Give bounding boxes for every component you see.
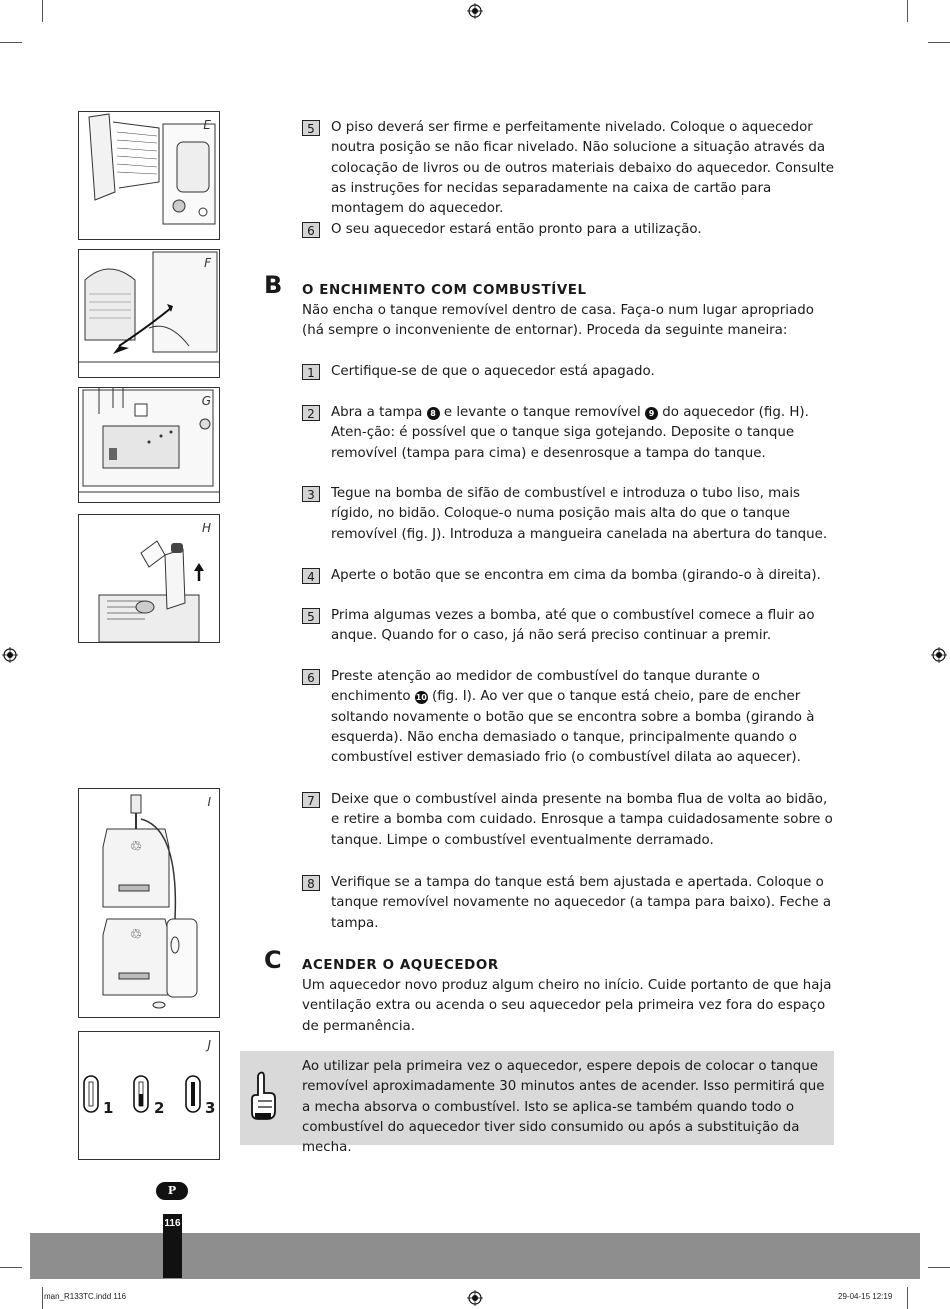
figure-letter: I	[207, 795, 211, 809]
figure-letter: F	[204, 256, 211, 270]
svg-text:♲: ♲	[129, 927, 143, 943]
section-intro: Não encha o tanque removível dentro de casa. Faça-o num lugar apropriado (há sempre o inconveniente de entornar). Proceda da seguinte maneira:	[302, 303, 814, 339]
file-slug: man_R133TC.indd 116	[44, 1292, 127, 1301]
step-number: 8	[302, 875, 320, 891]
figure-e	[78, 111, 220, 240]
step-text: Verifique se a tampa do tanque está bem ajustada e apertada. Coloque o tanque removível novamente no aquecedor (a tampa para baixo). Feche a tampa.	[331, 875, 832, 931]
heater-door-illustration	[79, 112, 219, 239]
step-text: Aperte o botão que se encontra em cima da bomba (girando-o à direita).	[331, 568, 821, 583]
step-text: O piso deverá ser firme e perfeitamente nivelado. Coloque o aquecedor noutra posição se não ficar nivelado. Não solucione a situação através da colocação de livros ou de outros materiais debaixo do aquecedor. Consulte as instruções for necidas separadamente na caixa de cartão para montagem do aquecedor.	[331, 120, 834, 217]
crop-mark	[928, 42, 950, 43]
registration-mark-icon	[467, 1290, 483, 1306]
pump-and-canister-illustration	[79, 789, 219, 1017]
page-number: 116	[164, 1218, 181, 1229]
figure-j	[78, 1031, 220, 1160]
step-item	[302, 403, 834, 464]
figure-i	[78, 788, 220, 1018]
step-item	[302, 606, 834, 647]
crop-mark	[42, 1287, 43, 1309]
gauge-label: 2	[154, 1099, 165, 1117]
figure-h	[78, 514, 220, 643]
crop-mark	[0, 42, 22, 43]
crop-mark	[928, 1267, 950, 1268]
step-item	[302, 667, 834, 768]
crop-mark	[907, 1287, 908, 1309]
step-number: 3	[302, 486, 320, 502]
step-number: 1	[302, 364, 320, 380]
step-item	[302, 118, 834, 219]
step-text: Tegue na bomba de sifão de combustível e introduza o tubo liso, mais rígido, no bidão. Coloque-o numa posição mais alta do que o tanque removível (fig. J). Introduza a mangueira canelada na abertura do tanque.	[331, 486, 828, 542]
pointing-hand-icon	[248, 1071, 278, 1121]
crop-mark	[907, 0, 908, 22]
gauge-label: 1	[103, 1099, 114, 1117]
figure-letter: H	[201, 521, 211, 535]
registration-mark-icon	[467, 3, 483, 19]
step-item	[302, 873, 834, 934]
figure-f	[78, 249, 220, 378]
note-box	[240, 1051, 834, 1156]
section-letter: B	[264, 271, 283, 299]
step-number: 5	[302, 120, 320, 136]
step-number: 4	[302, 568, 320, 584]
step-text: Certifique-se de que o aquecedor está apagado.	[331, 364, 655, 379]
step-text-part: e levante o tanque removível	[439, 405, 645, 420]
section-letter: C	[264, 946, 282, 974]
fuel-gauge-illustration	[79, 1032, 219, 1159]
step-text-part: (fig. I). Ao ver que o tanque está cheio, pare de encher soltando novamente o botão que se encontra sobre a bomba (girando à esquerda). Não encha demasiado o tanque, principalmente quando o combustível estiver demasiado frio (o combustível dilata ao aquecer).	[331, 689, 815, 766]
step-text-part: do aquecedor (fig. H). Aten-ção: é possível que o tanque siga gotejando. Deposite o tanque removível (tampa para cima) e desenrosque a tampa do tanque.	[331, 405, 809, 461]
step-number: 2	[302, 405, 320, 421]
step-text	[331, 403, 834, 464]
part-number-badge: 9	[645, 407, 658, 420]
step-text: O seu aquecedor estará então pronto para a utilização.	[331, 222, 702, 237]
note-text: Ao utilizar pela primeira vez o aquecedor, espere depois de colocar o tanque removível aproximadamente 30 minutos antes de acender. Isso permitirá que a mecha absorva o combustível. Isto se aplica-se também quando todo o combustível do aquecedor tiver sido consumido ou após a substituição da mecha.	[302, 1059, 825, 1156]
step-item	[302, 566, 834, 586]
step-number: 6	[302, 669, 320, 685]
heater-remove-tank-illustration	[79, 515, 219, 642]
step-text: Prima algumas vezes a bomba, até que o combustível comece a fluir ao anque. Quando for o caso, já não será preciso continuar a premir.	[331, 608, 815, 644]
step-text: Deixe que o combustível ainda presente na bomba flua de volta ao bidão, e retire a bomba com cuidado. Enrosque a tampa cuidadosamente sobre o tanque. Limpe o combustível eventualmente derramado.	[331, 792, 833, 848]
crop-mark	[42, 0, 43, 22]
registration-mark-icon	[931, 647, 947, 663]
date-slug: 29-04-15 12:19	[838, 1292, 893, 1301]
crop-mark	[0, 1267, 22, 1268]
registration-mark-icon	[2, 647, 18, 663]
figure-g	[78, 387, 220, 503]
step-text-part: Abra a tampa	[331, 405, 427, 420]
section-intro: Um aquecedor novo produz algum cheiro no início. Cuide portanto de que haja ventilação extra ou acenda o seu aquecedor pela primeira vez fora do espaço de permanência.	[302, 978, 832, 1034]
figure-letter: G	[201, 394, 211, 408]
gauge-label: 3	[205, 1099, 216, 1117]
step-text	[331, 667, 834, 768]
step-item	[302, 790, 834, 851]
figure-letter: E	[203, 118, 211, 132]
step-number: 5	[302, 608, 320, 624]
step-item	[302, 484, 834, 545]
step-item	[302, 220, 834, 240]
heater-control-panel-illustration	[79, 388, 219, 502]
heater-tank-illustration	[79, 250, 219, 377]
step-item	[302, 362, 834, 382]
step-number: 6	[302, 222, 320, 238]
step-number: 7	[302, 792, 320, 808]
svg-text:♲: ♲	[129, 839, 143, 855]
part-number-badge: 10	[415, 693, 427, 703]
step-text-part: Preste atenção ao medidor de combustível do tanque durante o enchimento	[331, 669, 760, 705]
language-badge: P	[156, 1182, 188, 1200]
figure-letter: J	[207, 1038, 211, 1052]
part-number-badge: 8	[427, 407, 440, 420]
section-title: ACENDER O AQUECEDOR	[302, 958, 499, 973]
section-title: O ENCHIMENTO COM COMBUSTÍVEL	[302, 283, 587, 298]
